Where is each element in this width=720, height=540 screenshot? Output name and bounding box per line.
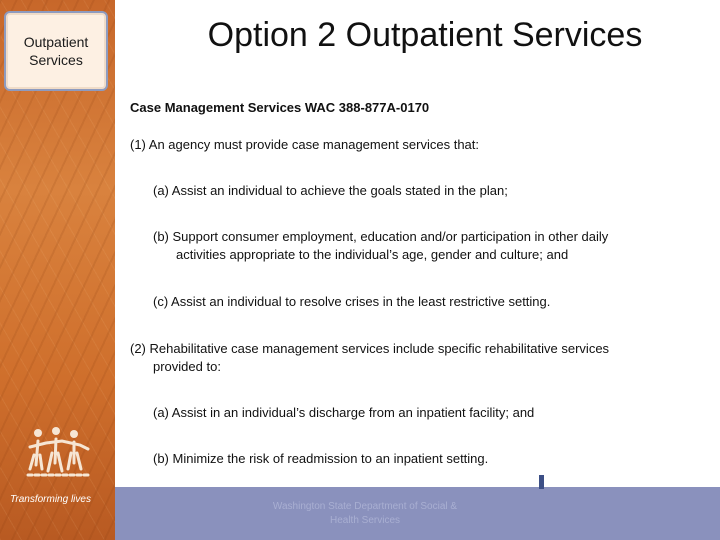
footer-line-2: Health Services [329, 515, 401, 526]
paragraph-1b-line-1: (b) Support consumer employment, education and/or participation in other daily [153, 229, 609, 244]
tagline: Transforming lives [10, 494, 91, 505]
paragraph-2 [130, 340, 690, 376]
slide-title: Option 2 Outpatient Services [207, 16, 643, 54]
paragraph-2-line-2: provided to: [153, 359, 221, 374]
section-heading: Case Management Services WAC 388-877A-0170 [130, 100, 430, 115]
badge-line-2: Services [29, 52, 83, 68]
badge-line-1: Outpatient [23, 34, 89, 50]
paragraph-2a: (a) Assist in an individual’s discharge from an inpatient facility; and [153, 405, 535, 420]
paragraph-1c: (c) Assist an individual to resolve crises in the least restrictive setting. [153, 294, 551, 309]
paragraph-1b-line-2: activities appropriate to the individual’s age, gender and culture; and [176, 247, 569, 262]
paragraph-2b: (b) Minimize the risk of readmission to an inpatient setting. [153, 451, 489, 466]
paragraph-1a: (a) Assist an individual to achieve the goals stated in the plan; [153, 183, 508, 198]
paragraph-1b [153, 228, 713, 264]
paragraph-2-line-1: (2) Rehabilitative case management services include specific rehabilitative services [130, 341, 610, 356]
footer-line-1: Washington State Department of Social & [272, 501, 458, 512]
paragraph-1: (1) An agency must provide case management services that: [130, 137, 480, 152]
